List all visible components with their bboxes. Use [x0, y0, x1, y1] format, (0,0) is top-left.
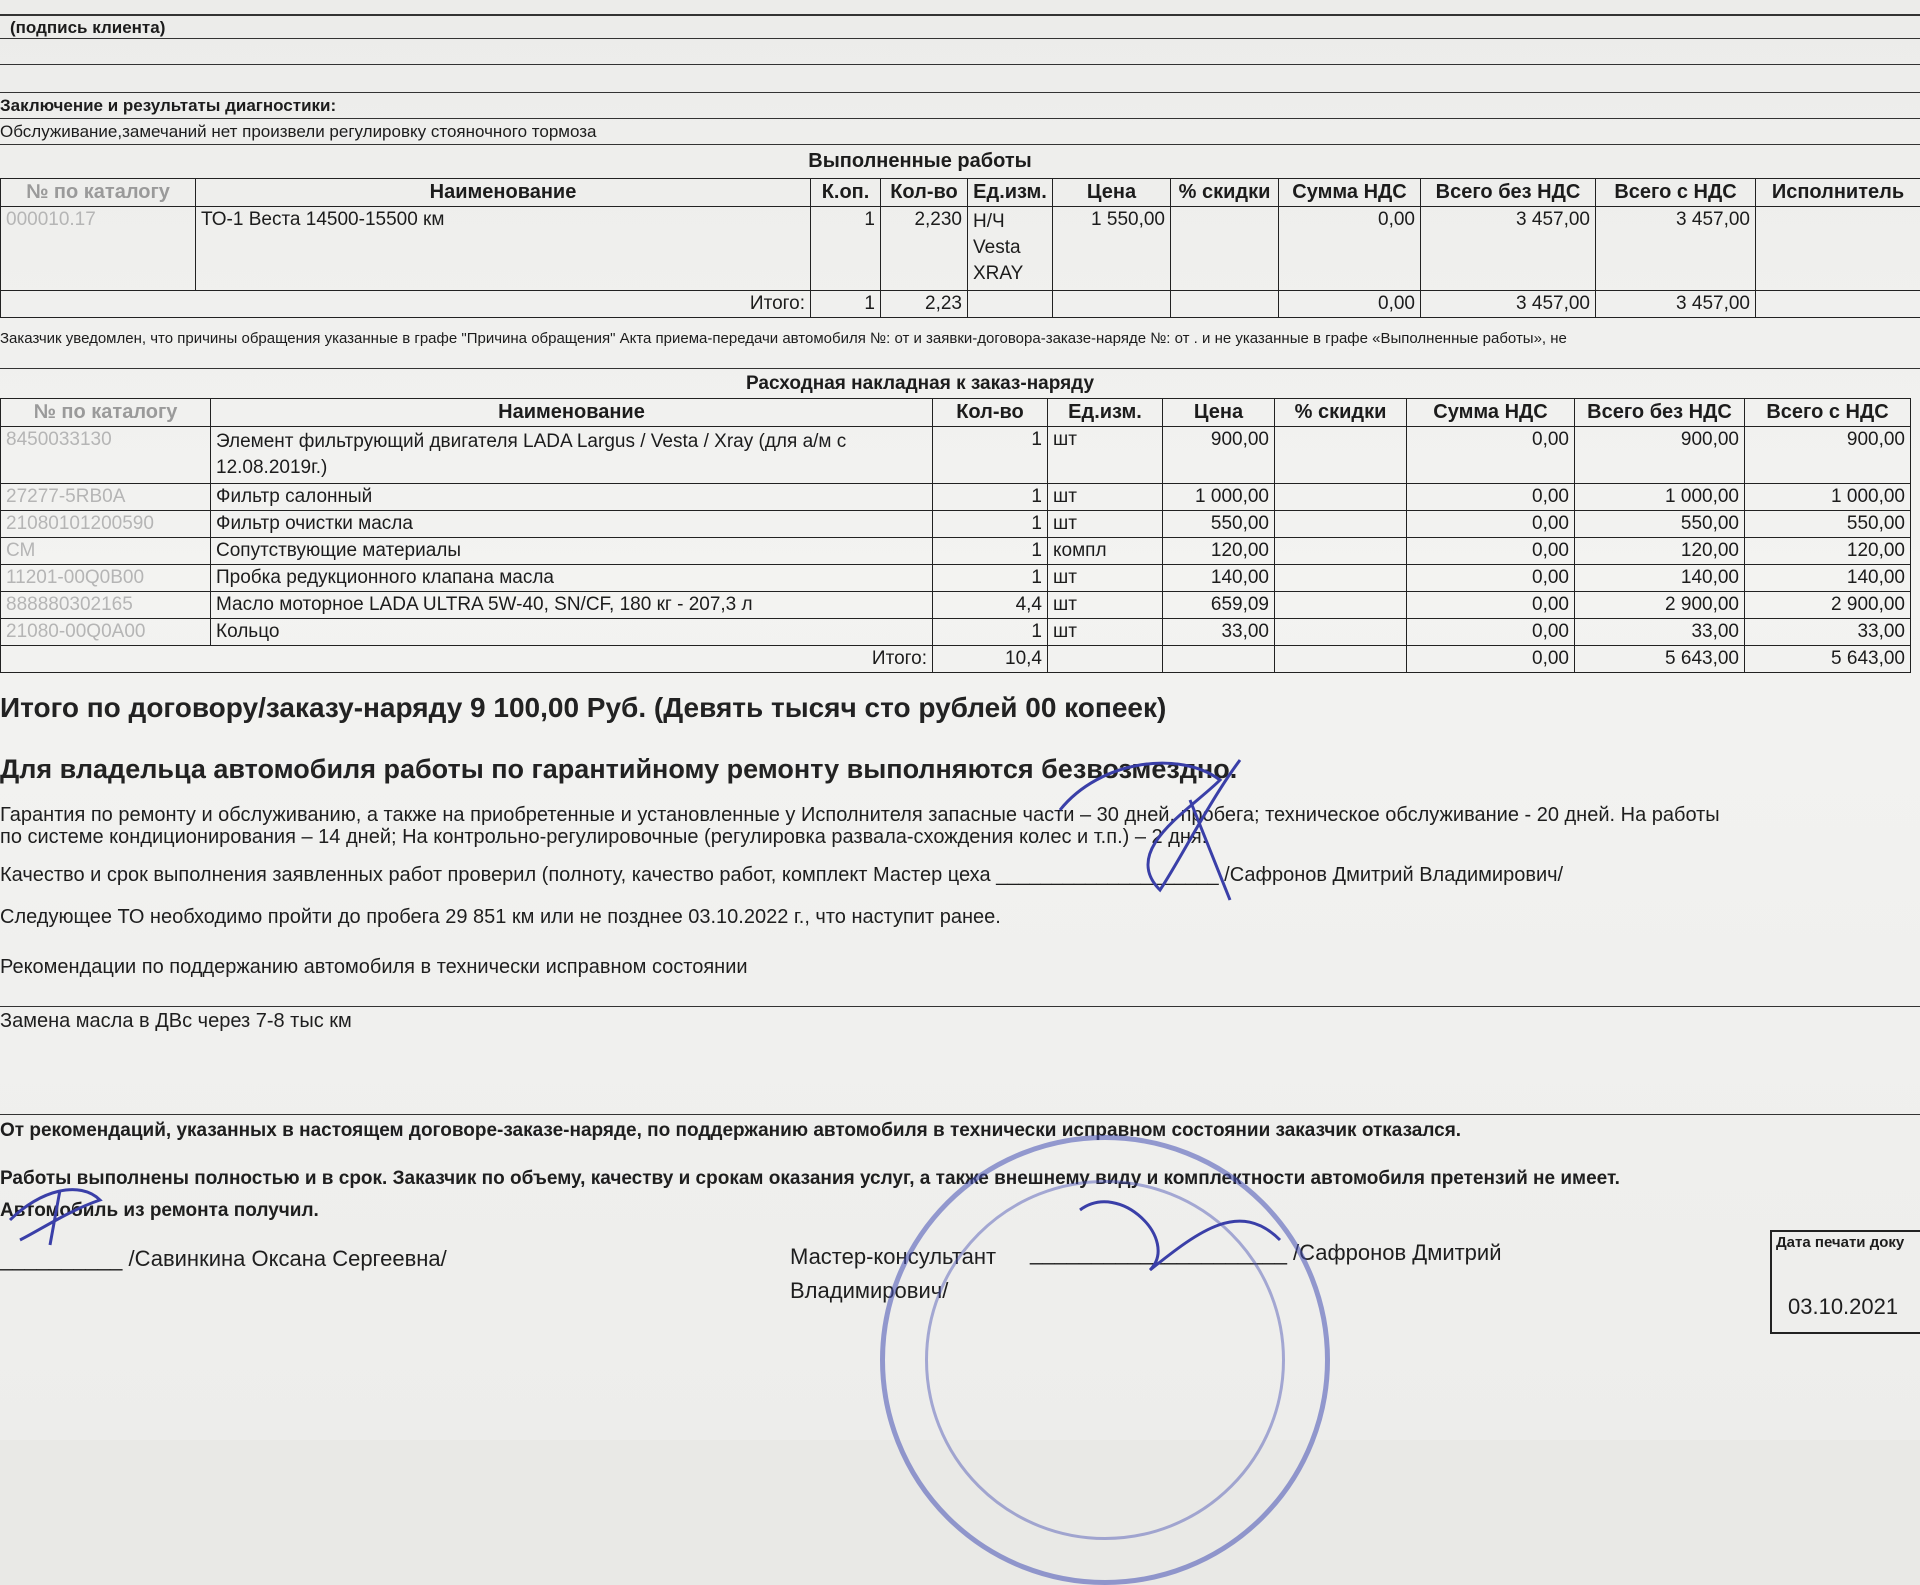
cell-gross: 3 457,00 — [1596, 207, 1756, 291]
parts-total-empty — [1048, 646, 1163, 673]
cell-price: 1 550,00 — [1053, 207, 1171, 291]
cell-net: 140,00 — [1575, 565, 1745, 592]
col-vat: Сумма НДС — [1279, 179, 1421, 207]
guarantee-line-1: Гарантия по ремонту и обслуживанию, а также на приобретенные и установленные у Исполнителя запасные части – 30 дней. пробега; техническое обслуживание - 20 дней. На работы — [0, 804, 1720, 827]
print-date: 03.10.2021 — [1788, 1294, 1898, 1320]
divider — [0, 368, 1920, 369]
works-total-vat: 0,00 — [1279, 291, 1421, 318]
table-row — [1, 538, 1911, 565]
cell-gross: 550,00 — [1745, 511, 1911, 538]
col-unit: Ед.изм. — [968, 179, 1053, 207]
cell-net: 2 900,00 — [1575, 592, 1745, 619]
cell-name: Сопутствующие материалы — [211, 538, 933, 565]
cell-name: Элемент фильтрующий двигателя LADA Largus / Vesta / Xray (для а/м с 12.08.2019г.) — [211, 427, 933, 484]
cell-catalog: 000010.17 — [1, 207, 196, 291]
cell-discount — [1275, 565, 1407, 592]
cell-vat: 0,00 — [1407, 484, 1575, 511]
cell-discount — [1275, 427, 1407, 484]
works-total-empty — [1171, 291, 1279, 318]
cell-discount — [1275, 592, 1407, 619]
recommendations-title: Рекомендации по поддержанию автомобиля в технически исправном состоянии — [0, 956, 748, 979]
master-signature-2: Владимирович/ — [790, 1278, 948, 1304]
cell-catalog: 21080-00Q0A00 — [1, 619, 211, 646]
parts-total-empty — [1163, 646, 1275, 673]
master-label: Мастер-консультант — [790, 1244, 996, 1270]
master-handwritten-signature — [1040, 740, 1280, 920]
cell-price: 900,00 — [1163, 427, 1275, 484]
col-executor: Исполнитель — [1756, 179, 1920, 207]
guarantee-line-2: по системе кондиционирования – 14 дней; На контрольно-регулировочные (регулировка развала-схождения колес и т.п.) – 2 дня. — [0, 826, 1207, 849]
cell-net: 33,00 — [1575, 619, 1745, 646]
completion-line-1: Работы выполнены полностью и в срок. Заказчик по объему, качеству и срокам оказания услуг, а также внешнему виду и комплектности автомобиля претензий не имеет. — [0, 1168, 1620, 1190]
cell-discount — [1275, 511, 1407, 538]
cell-unit: компл — [1048, 538, 1163, 565]
works-total-qty: 2,23 — [881, 291, 968, 318]
quality-check-line: Качество и срок выполнения заявленных работ проверил (полноту, качество работ, комплект Мастер цеха ____________________ /Сафронов Дмитрий Владимирович/ — [0, 864, 1563, 887]
cell-vat: 0,00 — [1407, 592, 1575, 619]
works-total-net: 3 457,00 — [1421, 291, 1596, 318]
cell-gross: 140,00 — [1745, 565, 1911, 592]
works-total-gross: 3 457,00 — [1596, 291, 1756, 318]
cell-qty: 1 — [933, 538, 1048, 565]
divider — [0, 64, 1920, 65]
cell-vat: 0,00 — [1407, 619, 1575, 646]
divider — [0, 144, 1920, 145]
refused-line: От рекомендаций, указанных в настоящем договоре-заказе-наряде, по поддержанию автомобиля в технически исправном состоянии заказчик отказался. — [0, 1120, 1461, 1142]
cell-qty: 1 — [933, 619, 1048, 646]
col-name: Наименование — [196, 179, 811, 207]
stamp-handwritten-signature — [1060, 1180, 1300, 1300]
cell-unit: шт — [1048, 484, 1163, 511]
cell-price: 659,09 — [1163, 592, 1275, 619]
cell-net: 550,00 — [1575, 511, 1745, 538]
cell-kop: 1 — [811, 207, 881, 291]
col-price: Цена — [1163, 399, 1275, 427]
col-name: Наименование — [211, 399, 933, 427]
cell-qty: 1 — [933, 565, 1048, 592]
recommendations-text: Замена масла в ДВс через 7-8 тыс км — [0, 1010, 352, 1033]
cell-unit: шт — [1048, 511, 1163, 538]
cell-qty: 1 — [933, 484, 1048, 511]
parts-total-qty: 10,4 — [933, 646, 1048, 673]
cell-net: 1 000,00 — [1575, 484, 1745, 511]
cell-price: 120,00 — [1163, 538, 1275, 565]
parts-header-row — [1, 399, 1911, 427]
divider — [0, 118, 1920, 119]
divider — [0, 1114, 1920, 1115]
cell-discount — [1275, 538, 1407, 565]
works-total-empty — [968, 291, 1053, 318]
cell-gross: 120,00 — [1745, 538, 1911, 565]
print-date-label: Дата печати доку — [1776, 1234, 1904, 1251]
col-price: Цена — [1053, 179, 1171, 207]
works-total-row — [1, 291, 1920, 318]
cell-gross: 1 000,00 — [1745, 484, 1911, 511]
cell-name: Масло моторное LADA ULTRA 5W-40, SN/CF, 180 кг - 207,3 л — [211, 592, 933, 619]
cell-qty: 2,230 — [881, 207, 968, 291]
works-title: Выполненные работы — [0, 150, 1840, 173]
table-row — [1, 565, 1911, 592]
cell-discount — [1171, 207, 1279, 291]
col-catalog: № по каталогу — [1, 399, 211, 427]
parts-total-net: 5 643,00 — [1575, 646, 1745, 673]
divider — [0, 14, 1920, 16]
cell-catalog: 27277-5RB0A — [1, 484, 211, 511]
table-row — [1, 592, 1911, 619]
cell-price: 33,00 — [1163, 619, 1275, 646]
cell-gross: 33,00 — [1745, 619, 1911, 646]
cell-price: 1 000,00 — [1163, 484, 1275, 511]
print-date-box — [1770, 1230, 1920, 1334]
cell-unit: шт — [1048, 592, 1163, 619]
divider — [0, 1006, 1920, 1007]
table-row — [1, 207, 1920, 291]
cell-name: Фильтр очистки масла — [211, 511, 933, 538]
cell-gross: 2 900,00 — [1745, 592, 1911, 619]
cell-price: 550,00 — [1163, 511, 1275, 538]
parts-table — [0, 398, 1911, 673]
next-service-line: Следующее ТО необходимо пройти до пробега 29 851 км или не позднее 03.10.2022 г., что наступит ранее. — [0, 906, 1001, 929]
parts-total-row — [1, 646, 1911, 673]
col-vat: Сумма НДС — [1407, 399, 1575, 427]
cell-vat: 0,00 — [1407, 427, 1575, 484]
cell-executor — [1756, 207, 1920, 291]
works-total-kop: 1 — [811, 291, 881, 318]
cell-vat: 0,00 — [1407, 511, 1575, 538]
table-row — [1, 484, 1911, 511]
cell-net: 3 457,00 — [1421, 207, 1596, 291]
cell-discount — [1275, 484, 1407, 511]
cell-unit: Н/Ч Vesta XRAY — [968, 207, 1053, 291]
divider — [0, 92, 1920, 93]
col-discount: % скидки — [1171, 179, 1279, 207]
col-net: Всего без НДС — [1575, 399, 1745, 427]
col-gross: Всего с НДС — [1596, 179, 1756, 207]
cell-vat: 0,00 — [1279, 207, 1421, 291]
parts-total-label: Итого: — [1, 646, 933, 673]
cell-net: 900,00 — [1575, 427, 1745, 484]
cell-unit: шт — [1048, 565, 1163, 592]
works-header-row — [1, 179, 1920, 207]
cell-net: 120,00 — [1575, 538, 1745, 565]
col-kop: К.оп. — [811, 179, 881, 207]
warranty-free-line: Для владельца автомобиля работы по гарантийному ремонту выполняются безвозмездно. — [0, 754, 1237, 785]
cell-name: ТО-1 Веста 14500-15500 км — [196, 207, 811, 291]
parts-total-vat: 0,00 — [1407, 646, 1575, 673]
cell-catalog: 888880302165 — [1, 592, 211, 619]
parts-total-gross: 5 643,00 — [1745, 646, 1911, 673]
col-qty: Кол-во — [933, 399, 1048, 427]
cell-catalog: 8450033130 — [1, 427, 211, 484]
cell-catalog: СМ — [1, 538, 211, 565]
cell-name: Фильтр салонный — [211, 484, 933, 511]
diagnostics-label: Заключение и результаты диагностики: — [0, 96, 336, 116]
master-signature: _____________________ /Сафронов Дмитрий — [1030, 1240, 1502, 1266]
cell-discount — [1275, 619, 1407, 646]
works-table — [0, 178, 1920, 318]
cell-qty: 4,4 — [933, 592, 1048, 619]
cell-name: Пробка редукционного клапана масла — [211, 565, 933, 592]
order-total: Итого по договору/заказу-наряду 9 100,00 Руб. (Девять тысяч сто рублей 00 копеек) — [0, 692, 1166, 724]
table-row — [1, 511, 1911, 538]
cell-qty: 1 — [933, 511, 1048, 538]
table-row — [1, 619, 1911, 646]
col-gross: Всего с НДС — [1745, 399, 1911, 427]
col-discount: % скидки — [1275, 399, 1407, 427]
works-total-empty — [1756, 291, 1920, 318]
parts-total-empty — [1275, 646, 1407, 673]
cell-price: 140,00 — [1163, 565, 1275, 592]
client-signature: __________ /Савинкина Оксана Сергеевна/ — [0, 1246, 447, 1272]
parts-title: Расходная накладная к заказ-наряду — [0, 373, 1840, 395]
client-signature-label: (подпись клиента) — [10, 18, 165, 38]
divider — [0, 38, 1920, 39]
col-catalog: № по каталогу — [1, 179, 196, 207]
col-net: Всего без НДС — [1421, 179, 1596, 207]
table-row — [1, 427, 1911, 484]
cell-catalog: 21080101200590 — [1, 511, 211, 538]
cell-unit: шт — [1048, 619, 1163, 646]
works-note: Заказчик уведомлен, что причины обращения указанные в графе "Причина обращения" Акта приема-передачи автомобиля №: от и заявки-договора-заказе-наряде №: от . и не указанные в графе «Выполненные работы», не — [0, 330, 1900, 347]
cell-vat: 0,00 — [1407, 565, 1575, 592]
col-qty: Кол-во — [881, 179, 968, 207]
col-unit: Ед.изм. — [1048, 399, 1163, 427]
diagnostics-text: Обслуживание,замечаний нет произвели регулировку стояночного тормоза — [0, 122, 597, 142]
works-total-empty — [1053, 291, 1171, 318]
completion-line-2: Автомобиль из ремонта получил. — [0, 1200, 319, 1222]
works-total-label: Итого: — [1, 291, 811, 318]
cell-catalog: 11201-00Q0B00 — [1, 565, 211, 592]
cell-vat: 0,00 — [1407, 538, 1575, 565]
cell-gross: 900,00 — [1745, 427, 1911, 484]
client-handwritten-signature — [0, 1170, 120, 1250]
cell-unit: шт — [1048, 427, 1163, 484]
cell-qty: 1 — [933, 427, 1048, 484]
cell-name: Кольцо — [211, 619, 933, 646]
